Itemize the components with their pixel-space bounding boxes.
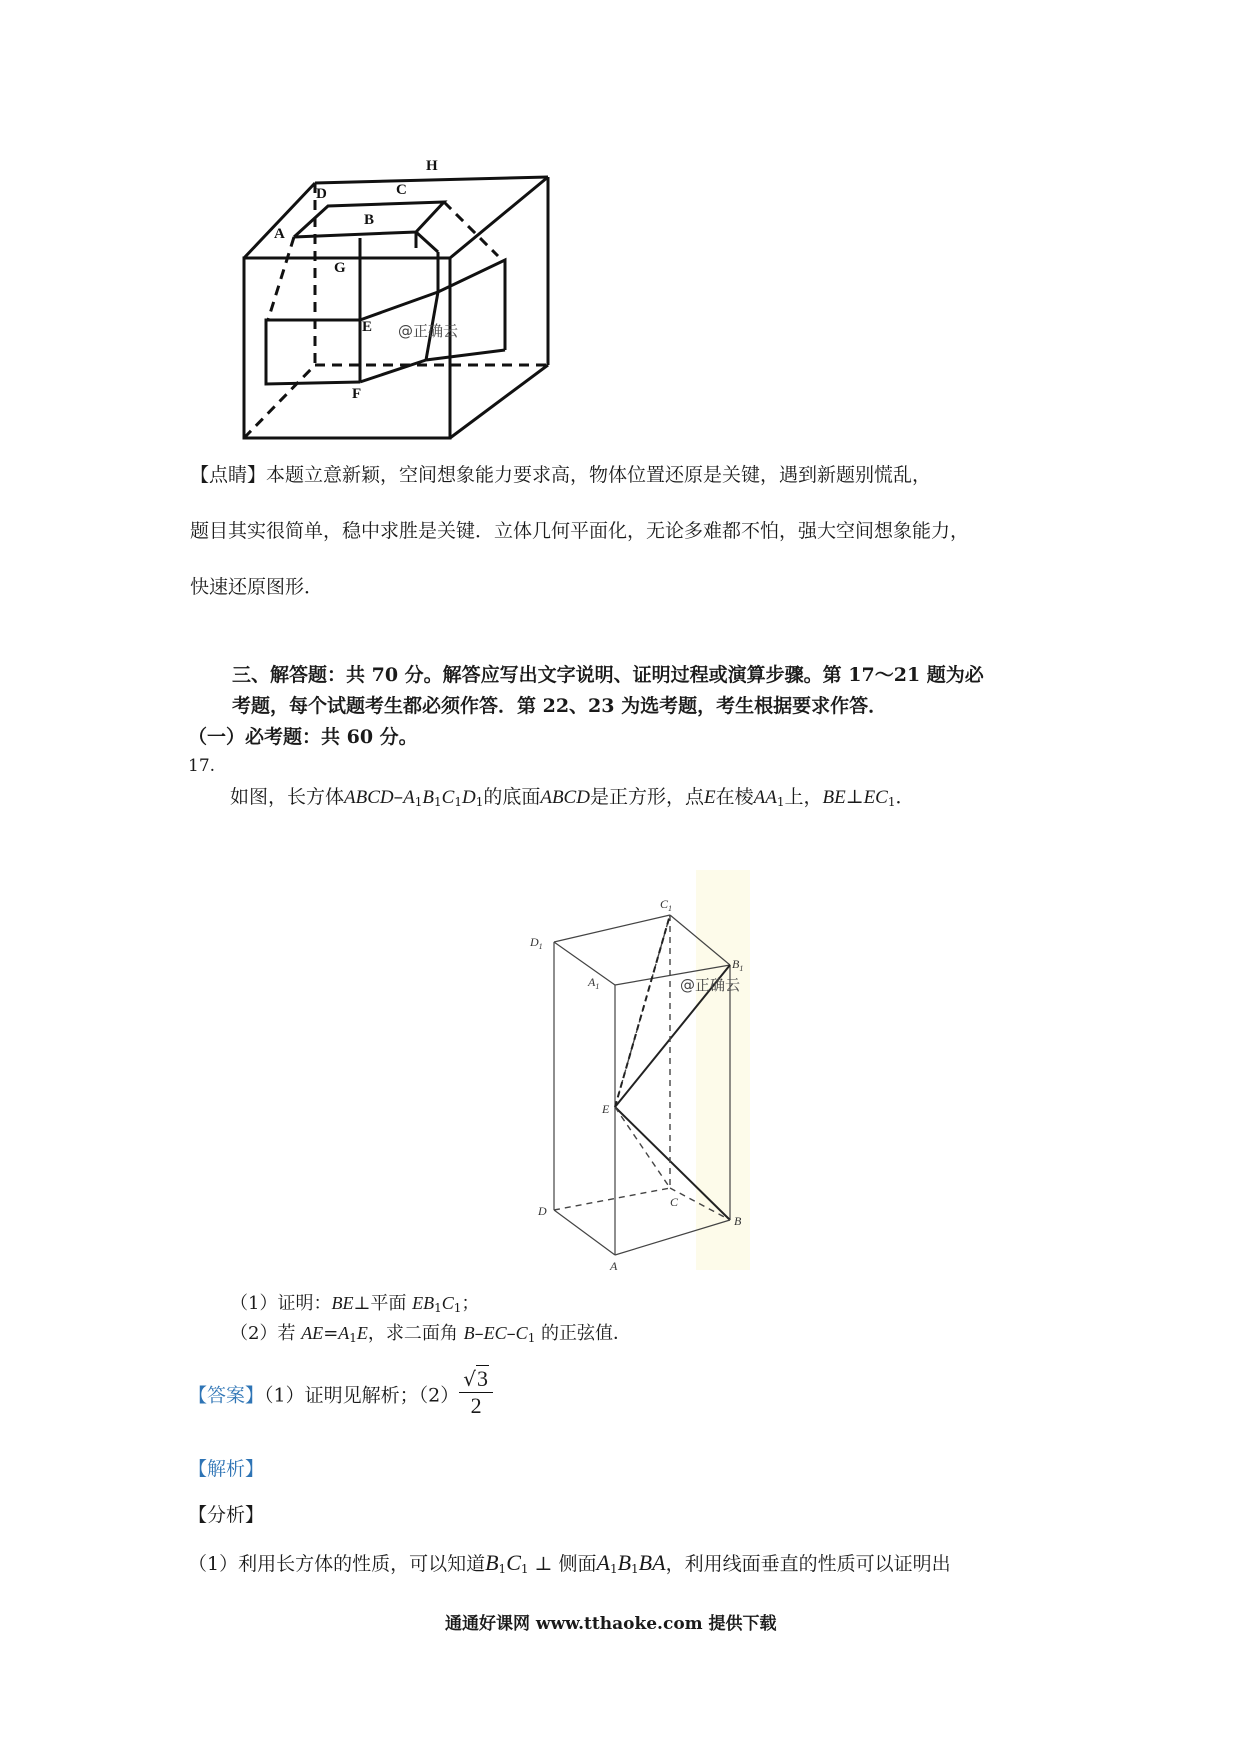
label-a1: $A_1$ [588, 975, 600, 991]
answer-line [188, 1366, 493, 1421]
label-a: A [610, 1259, 618, 1270]
label-e: E [362, 319, 373, 335]
analysis-mid: 侧面 [558, 1553, 597, 1575]
dianjing-line-1: 【点睛】本题立意新颖，空间想象能力要求高，物体位置还原是关键，遇到新题别慌乱， [190, 464, 932, 486]
question-1: （1）证明：BE⊥平面 $EB_1C_1$； [230, 1293, 480, 1315]
dianjing-line-3: 快速还原图形． [190, 576, 324, 598]
stem-mid4: 上， [784, 786, 823, 808]
analysis-end: ，利用线面垂直的性质可以证明出 [665, 1553, 951, 1575]
label-c: C [396, 182, 407, 198]
label-b: B [734, 1214, 742, 1228]
stem-mid3: 在棱 [715, 786, 754, 808]
stem-end: ． [895, 786, 915, 808]
watermark-2: @正确云 [680, 976, 741, 994]
analysis-pre: （1）利用长方体的性质，可以知道 [188, 1553, 486, 1575]
fenxi-tag: 【分析】 [188, 1504, 265, 1526]
q2-end: 的正弦值． [535, 1323, 632, 1344]
label-f: F [352, 386, 362, 402]
cube-figure [230, 160, 560, 500]
stem-mid2: 是正方形，点 [589, 786, 704, 808]
section3-line-2: 考题，每个试题考生都必须作答．第 22、23 为选考题，考生根据要求作答． [232, 695, 888, 717]
section3-line-3: （一）必考题：共 60 分。 [188, 726, 418, 748]
jiexi-tag: 【解析】 [188, 1458, 265, 1480]
problem-number: 17. [188, 756, 216, 776]
q1-mid: ⊥平面 [353, 1293, 413, 1314]
problem-stem: 如图，长方体ABCD–$A_1B_1C_1D_1$的底面ABCD是正方形，点E在棱$AA_1$上，$BE\perp EC_1$． [230, 786, 915, 809]
analysis-line-1: （1）利用长方体的性质，可以知道$B_1C_1$ ⊥ 侧面$A_1B_1BA$，利用线面垂直的性质可以证明出 [188, 1550, 951, 1576]
q2-mid: ，求二面角 [367, 1323, 464, 1344]
section3-line-1: 三、解答题：共 70 分。解答应写出文字说明、证明过程或演算步骤。第 17～21 题为必 [232, 664, 984, 686]
label-e: E [602, 1102, 610, 1116]
question-2: （2）若 $AE=A_1E$，求二面角 $B-EC-C_1$ 的正弦值． [230, 1323, 632, 1345]
stem-pre: 如图，长方体 [230, 786, 345, 808]
label-d: D [316, 186, 327, 202]
dianjing-line-2: 题目其实很简单，稳中求胜是关键．立体几何平面化，无论多难都不怕，强大空间想象能力， [190, 520, 970, 542]
label-h: H [426, 160, 438, 174]
q1-pre: （1）证明： [230, 1293, 332, 1314]
answer-tag: 【答案】 [188, 1384, 265, 1407]
prism-figure [520, 870, 750, 1270]
footer: 通通好课网 www.tthaoke.com 提供下载 [445, 1614, 777, 1634]
stem-mid1: 的底面 [483, 786, 541, 808]
label-b1: $B_1$ [732, 957, 744, 973]
label-c1: $C_1$ [660, 897, 673, 913]
q2-pre: （2）若 [230, 1323, 302, 1344]
q1-end: ； [461, 1293, 480, 1314]
label-a: A [274, 226, 285, 242]
label-d1: $D_1$ [530, 935, 543, 951]
label-b: B [364, 212, 375, 228]
watermark: @正确云 [398, 322, 459, 340]
label-d: D [538, 1204, 547, 1218]
label-c: C [670, 1195, 679, 1209]
answer-text: （1）证明见解析；（2） [264, 1384, 460, 1407]
answer-fraction: $\frac{√3}{2}$ [459, 1368, 493, 1417]
label-g: G [334, 260, 346, 276]
